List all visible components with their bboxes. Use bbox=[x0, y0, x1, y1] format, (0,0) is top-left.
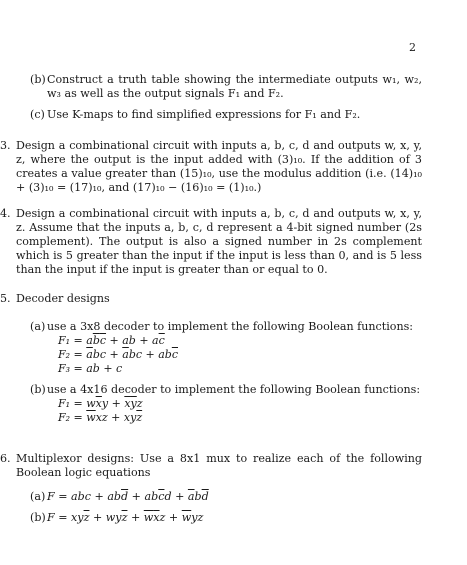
q5a-text: use a 3x8 decoder to implement the following Boolean functions: bbox=[47, 320, 414, 333]
q4-number: 4. bbox=[0, 207, 11, 220]
question-5 bbox=[0, 292, 422, 306]
q5b-label: (b) bbox=[30, 383, 46, 396]
q3-number: 3. bbox=[0, 139, 11, 152]
q6b-label: (b) bbox=[30, 511, 46, 524]
q6-text: Multiplexor designs: Use a 8x1 mux to realize each of the following Boolean logic equations bbox=[16, 452, 422, 479]
question-4 bbox=[0, 207, 422, 277]
q5a-eq-f1: $F_1 = a\overline{b}\overline{c}$ + ab + $a\overline{c}$ bbox=[58, 334, 165, 347]
page-number: 2 bbox=[409, 41, 416, 54]
q5a-label: (a) bbox=[30, 320, 46, 333]
q5b-eq-f2: $F_2 = \overline{w}xz + xy\overline{z}$ bbox=[58, 411, 143, 424]
q2c-label: (c) bbox=[30, 108, 45, 121]
q5b bbox=[30, 383, 422, 397]
q4-text: Design a combinational circuit with inputs a, b, c, d and outputs w, x, y, z. Assume that the inputs a, b, c, d represent a 4-bit signed number (2s complement). The output is also a signed number in 2s complement which is 5 greater than the input if the input is less than 0, and is 5 less than the input if the input is greater than or equal to 0. bbox=[16, 207, 422, 276]
q6b bbox=[30, 511, 422, 525]
q6-number: 6. bbox=[0, 452, 11, 465]
q2c bbox=[30, 108, 422, 122]
q6b-eq: $F = xy\overline{z} + wy\overline{z} + \overline{w}\overline{x}z + \overline{w}yz$ bbox=[47, 511, 204, 524]
q6a-label: (a) bbox=[30, 490, 46, 503]
q2b-label: (b) bbox=[30, 73, 46, 86]
q2b-text: Construct a truth table showing the intermediate outputs w₁, w₂, w₃ as well as the output signals F₁ and F₂. bbox=[47, 73, 422, 100]
q2b bbox=[30, 73, 422, 101]
q5a-eq-f3: F₃ = ab + c bbox=[58, 362, 123, 375]
q2c-text: Use K-maps to find simplified expressions for F₁ and F₂. bbox=[47, 108, 361, 121]
q6a bbox=[30, 490, 422, 504]
question-3 bbox=[0, 139, 422, 195]
q5-number: 5. bbox=[0, 292, 11, 305]
q5a bbox=[30, 320, 422, 334]
q3-text: Design a combinational circuit with inputs a, b, c, d and outputs w, x, y, z, where the output is the input added with (3)₁₀. If the addition of 3 creates a value greater than (15)₁₀, use the modulus addition (i.e. (14)₁₀ + (3)₁₀ = (17)₁₀, and (17)₁₀ − (16)₁₀ = (1)₁₀.) bbox=[16, 139, 422, 194]
q5b-text: use a 4x16 decoder to implement the following Boolean functions: bbox=[47, 383, 421, 396]
q5-title: Decoder designs bbox=[16, 292, 110, 305]
q5b-eq-f1: $F_1 = w\overline{x}y + \overline{x}\overline{y}z$ bbox=[58, 397, 143, 410]
question-6 bbox=[0, 452, 422, 480]
q5a-eq-f2: $F_2 = \overline{a}bc + \overline{a}bc + ab\overline{c}$ bbox=[58, 348, 178, 361]
q6a-eq: F = abc + $ab\overline{d} + ab\overline{c}d + \overline{a}b\overline{d}$ bbox=[47, 490, 209, 503]
